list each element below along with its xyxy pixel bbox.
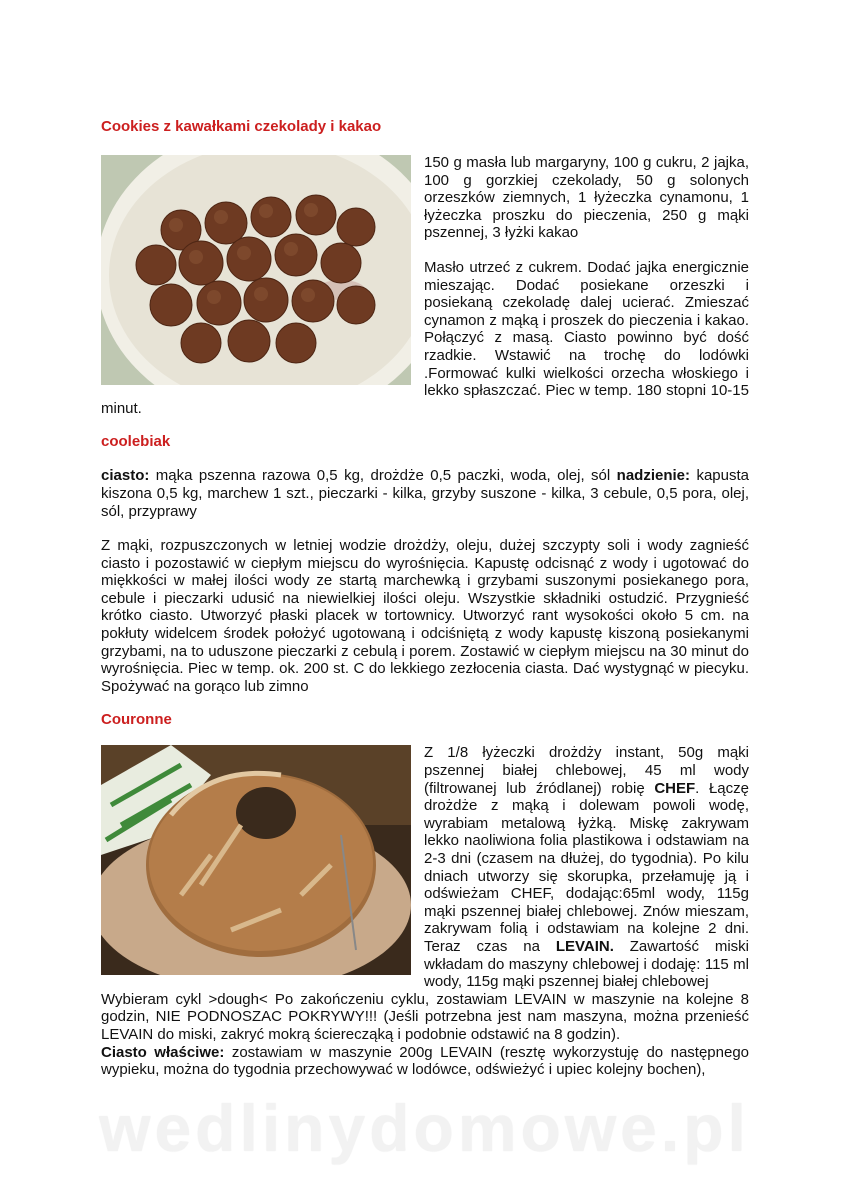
levain-term: LEVAIN. — [555, 937, 614, 955]
filling-label: nadzienie: — [616, 467, 691, 485]
dough-label: ciasto: — [101, 467, 150, 485]
ciasto-wlasciwe-text: zostawiam w maszynie 200g LEVAIN (resztę wykorzystuję do następnego wypieku, można do tygodnia przechowywać w lodówce, odświeżyć i upiec kolejny bochen), — [101, 1043, 750, 1079]
couronne-paragraph-3 — [101, 1044, 749, 1079]
bread-photo-illustration — [101, 745, 411, 975]
cookies-photo — [101, 155, 411, 385]
cookies-ingredients: 150 g masła lub margaryny, 100 g cukru, 2 jajka, 100 g gorzkiej czekolady, 50 g solonych orzeszków ziemnych, 1 łyżeczka cynamonu, 1 łyżeczka proszku do pieczenia, 250 g mąki pszennej, 3 łyżki kakao — [424, 154, 749, 242]
watermark: wedlinydomowe.pl — [99, 1091, 750, 1165]
recipe-title-coolebiak: coolebiak — [101, 433, 171, 451]
dough-text: mąka pszenna razowa 0,5 kg, drożdże 0,5 paczki, woda, olej, sól — [149, 467, 617, 485]
couronne-paragraph-2: Wybieram cykl >dough< Po zakończeniu cyklu, zostawiam LEVAIN w maszynie na kolejne 8 godzin, NIE PODNOSZAC POKRYWY!!! (Jeśli potrzebna jest nam maszyna, można przenieść LEVAIN do miski, zakryć mokrą ścierecząką i podobnie odstawić na 8 godzin). — [101, 990, 749, 1043]
recipe-title-cookies: Cookies z kawałkami czekolady i kakao — [101, 118, 382, 135]
cookies-photo-illustration — [101, 155, 411, 385]
coolebiak-ingredients — [101, 467, 749, 520]
cookies-method: Masło utrzeć z cukrem. Dodać jajka energicznie mieszając. Dodać posiekane orzeszki i posiekaną czekoladę dalej ucierać. Zmieszać cynamon z mąką i proszek do pieczenia i kakao. Połączyć z masą. Ciasto powinno być dość rzadkie. Wstawić na trochę do lodówki .Formować kulki wielkości orzecha włoskiego i lekko spłaszczać. Piec w temp. 180 stopni 10-15 minut. — [101, 258, 749, 417]
chef-term: CHEF — [654, 779, 696, 797]
coolebiak-method: Z mąki, rozpuszczonych w letniej wodzie drożdży, oleju, dużej szczypty soli i wody zagnieść ciasto i pozostawić w ciepłym miejscu do wyrośnięcia. Kapustę odcisnąć z wody i ugotować do miękkości w małej ilości wody ze startą marchewką i grzybami suszonymi posiekanego pora, cebule i pieczarki udusić na niewielkiej ilości oleju. Wszystkie składniki ostudzić. Przygnieść krótko ciasto. Utworzyć płaski placek w tortownicy. Utworzyć rant wysokości około 5 cm. na pokłuty widelcem środek położyć ugotowaną i odciśniętą z wody kapustę kiszoną posiekanymi grzybami, na to uduszone pieczarki z cebulą i porem. Zostawić w ciepłym miejscu na 30 minut do wyrośnięcia. Piec w temp. ok. 200 st. C do lekkiego zezłocenia ciasta. Dać wystygnąć w piecyku. Spożywać na gorąco lub zimno — [101, 537, 749, 695]
couronne-text-a: Z 1/8 łyżeczki drożdży instant, 50g mąki pszennej białej chlebowej, 45 ml wody (filtrowanej lub źródlanej) robię — [424, 744, 749, 797]
filling-text: kapusta kiszona 0,5 kg, marchew 1 szt., pieczarki - kilka, grzyby suszone - kilka, 3 cebule, 0,5 pora, olej, sól, przyprawy — [101, 467, 749, 520]
ciasto-wlasciwe-label: Ciasto właściwe: — [101, 1043, 225, 1061]
recipe-content — [101, 118, 749, 1079]
bread-photo — [101, 745, 411, 975]
recipe-title-couronne: Couronne — [101, 711, 172, 729]
couronne-text-b: . Łączę drożdże z mąką i dolewam powoli wodę, wyrabiam metalową łyżką. Miskę zakrywam lekko naoliwiona folia plastikowa i odstawiam na 2-3 dni (czasem na dłużej, do tygodnia). Po kilu dniach utworzy się skorupka, przełamuję ją i odświeżam CHEF, dodając:65ml wody, 115g mąki pszennej białej chlebowej. Znów mieszam, zakrywam folią i odstawiam na kolejne 2 dni. Teraz czas na — [424, 779, 749, 955]
couronne-text-c: Zawartość miski wkładam do maszyny chlebowej i dodaję: 115 ml wody, 115g mąki pszennej białej chlebowej — [424, 937, 749, 991]
